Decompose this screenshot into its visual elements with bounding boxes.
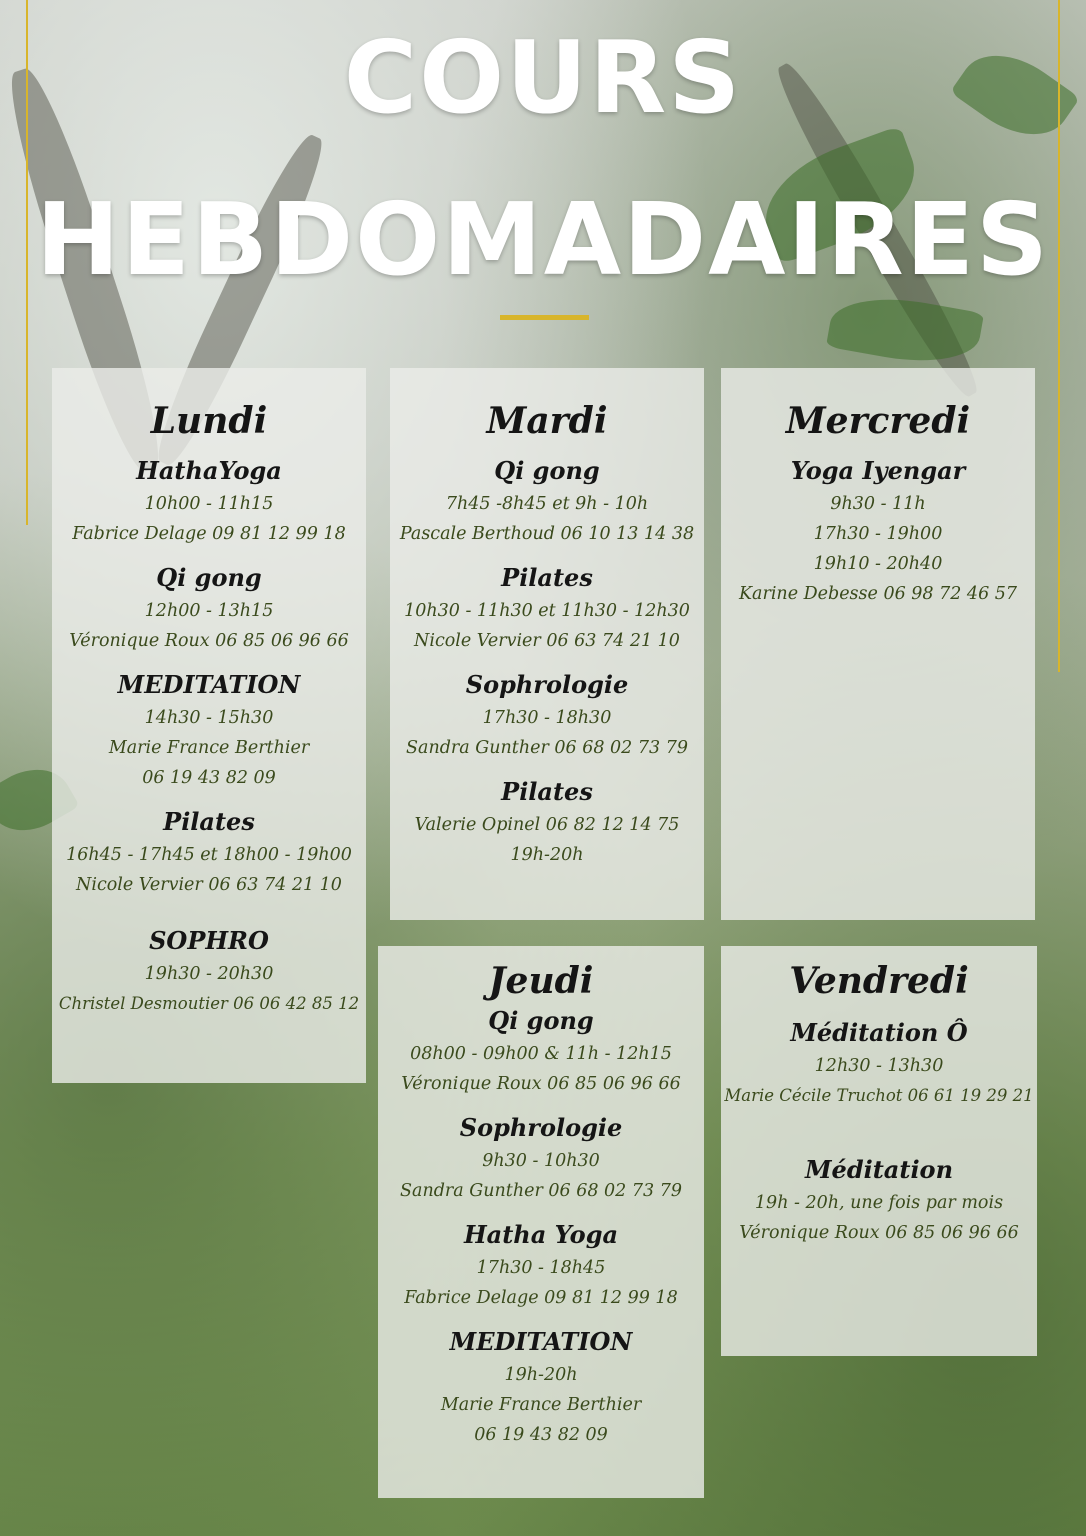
class-name: Pilates <box>501 563 593 592</box>
class-time: 17h30 - 19h00 <box>813 524 943 544</box>
class-contact: Véronique Roux 06 85 06 96 66 <box>69 631 349 651</box>
class-time: 10h30 - 11h30 et 11h30 - 12h30 <box>404 601 690 621</box>
class-contact: Marie France Berthier <box>440 1395 642 1415</box>
panel-lundi <box>52 368 366 1083</box>
class-contact: Pascale Berthoud 06 10 13 14 38 <box>399 524 695 544</box>
class-name: Méditation Ô <box>790 1018 968 1047</box>
class-name: Pilates <box>163 807 255 836</box>
class-name: MEDITATION <box>449 1327 633 1356</box>
day-title: Mardi <box>486 400 608 442</box>
panel-vendredi <box>721 946 1037 1356</box>
class-contact: Christel Desmoutier 06 06 42 85 12 <box>58 994 360 1013</box>
panel-mercredi <box>721 368 1035 920</box>
class-time: 19h10 - 20h40 <box>813 554 943 574</box>
class-time: 14h30 - 15h30 <box>144 708 274 728</box>
class-name: Pilates <box>501 777 593 806</box>
class-time: 19h - 20h, une fois par mois <box>754 1193 1004 1213</box>
class-name: Yoga Iyengar <box>790 456 966 485</box>
class-name: Sophrologie <box>459 1113 623 1142</box>
class-contact: Sandra Gunther 06 68 02 73 79 <box>406 738 688 758</box>
class-time: 12h30 - 13h30 <box>814 1056 944 1076</box>
class-time: 19h-20h <box>510 845 584 865</box>
class-contact: Fabrice Delage 09 81 12 99 18 <box>404 1288 678 1308</box>
class-name: Sophrologie <box>465 670 629 699</box>
class-name: Hatha Yoga <box>463 1220 619 1249</box>
class-contact: Sandra Gunther 06 68 02 73 79 <box>400 1181 682 1201</box>
class-contact: Valerie Opinel 06 82 12 14 75 <box>414 815 680 835</box>
class-time: 10h00 - 11h15 <box>144 494 274 514</box>
title-line-2: HEBDOMADAIRES <box>35 181 1051 298</box>
class-contact: Nicole Vervier 06 63 74 21 10 <box>414 631 680 651</box>
class-phone: 06 19 43 82 09 <box>142 768 276 788</box>
class-time: 7h45 -8h45 et 9h - 10h <box>445 494 649 514</box>
class-phone: 06 19 43 82 09 <box>474 1425 608 1445</box>
class-name: SOPHRO <box>149 926 269 955</box>
class-name: MEDITATION <box>117 670 301 699</box>
class-name: HathaYoga <box>136 456 282 485</box>
class-name: Qi gong <box>494 456 600 485</box>
class-name: Qi gong <box>156 563 262 592</box>
class-time: 12h00 - 13h15 <box>144 601 274 621</box>
class-contact: Véronique Roux 06 85 06 96 66 <box>401 1074 681 1094</box>
class-contact: Marie Cécile Truchot 06 61 19 29 21 <box>724 1086 1034 1105</box>
class-time: 17h30 - 18h45 <box>476 1258 606 1278</box>
title-underline <box>500 315 589 320</box>
day-title: Lundi <box>150 400 268 442</box>
day-title: Jeudi <box>488 960 594 1002</box>
class-contact: Marie France Berthier <box>108 738 310 758</box>
class-time: 19h30 - 20h30 <box>144 964 274 984</box>
panel-mardi <box>390 368 704 920</box>
class-contact: Karine Debesse 06 98 72 46 57 <box>738 584 1018 604</box>
class-contact: Véronique Roux 06 85 06 96 66 <box>739 1223 1019 1243</box>
class-time: 08h00 - 09h00 & 11h - 12h15 <box>410 1044 672 1064</box>
class-contact: Nicole Vervier 06 63 74 21 10 <box>76 875 342 895</box>
class-time: 9h30 - 11h <box>830 494 926 514</box>
class-name: Méditation <box>804 1155 954 1184</box>
day-title: Vendredi <box>789 960 969 1002</box>
class-time: 16h45 - 17h45 et 18h00 - 19h00 <box>66 845 352 865</box>
panel-jeudi <box>378 946 704 1498</box>
day-title: Mercredi <box>785 400 971 442</box>
class-time: 19h-20h <box>504 1365 578 1385</box>
title-line-1: COURS <box>343 19 743 136</box>
class-time: 9h30 - 10h30 <box>482 1151 600 1171</box>
class-contact: Fabrice Delage 09 81 12 99 18 <box>72 524 346 544</box>
class-name: Qi gong <box>488 1006 594 1035</box>
class-time: 17h30 - 18h30 <box>482 708 612 728</box>
